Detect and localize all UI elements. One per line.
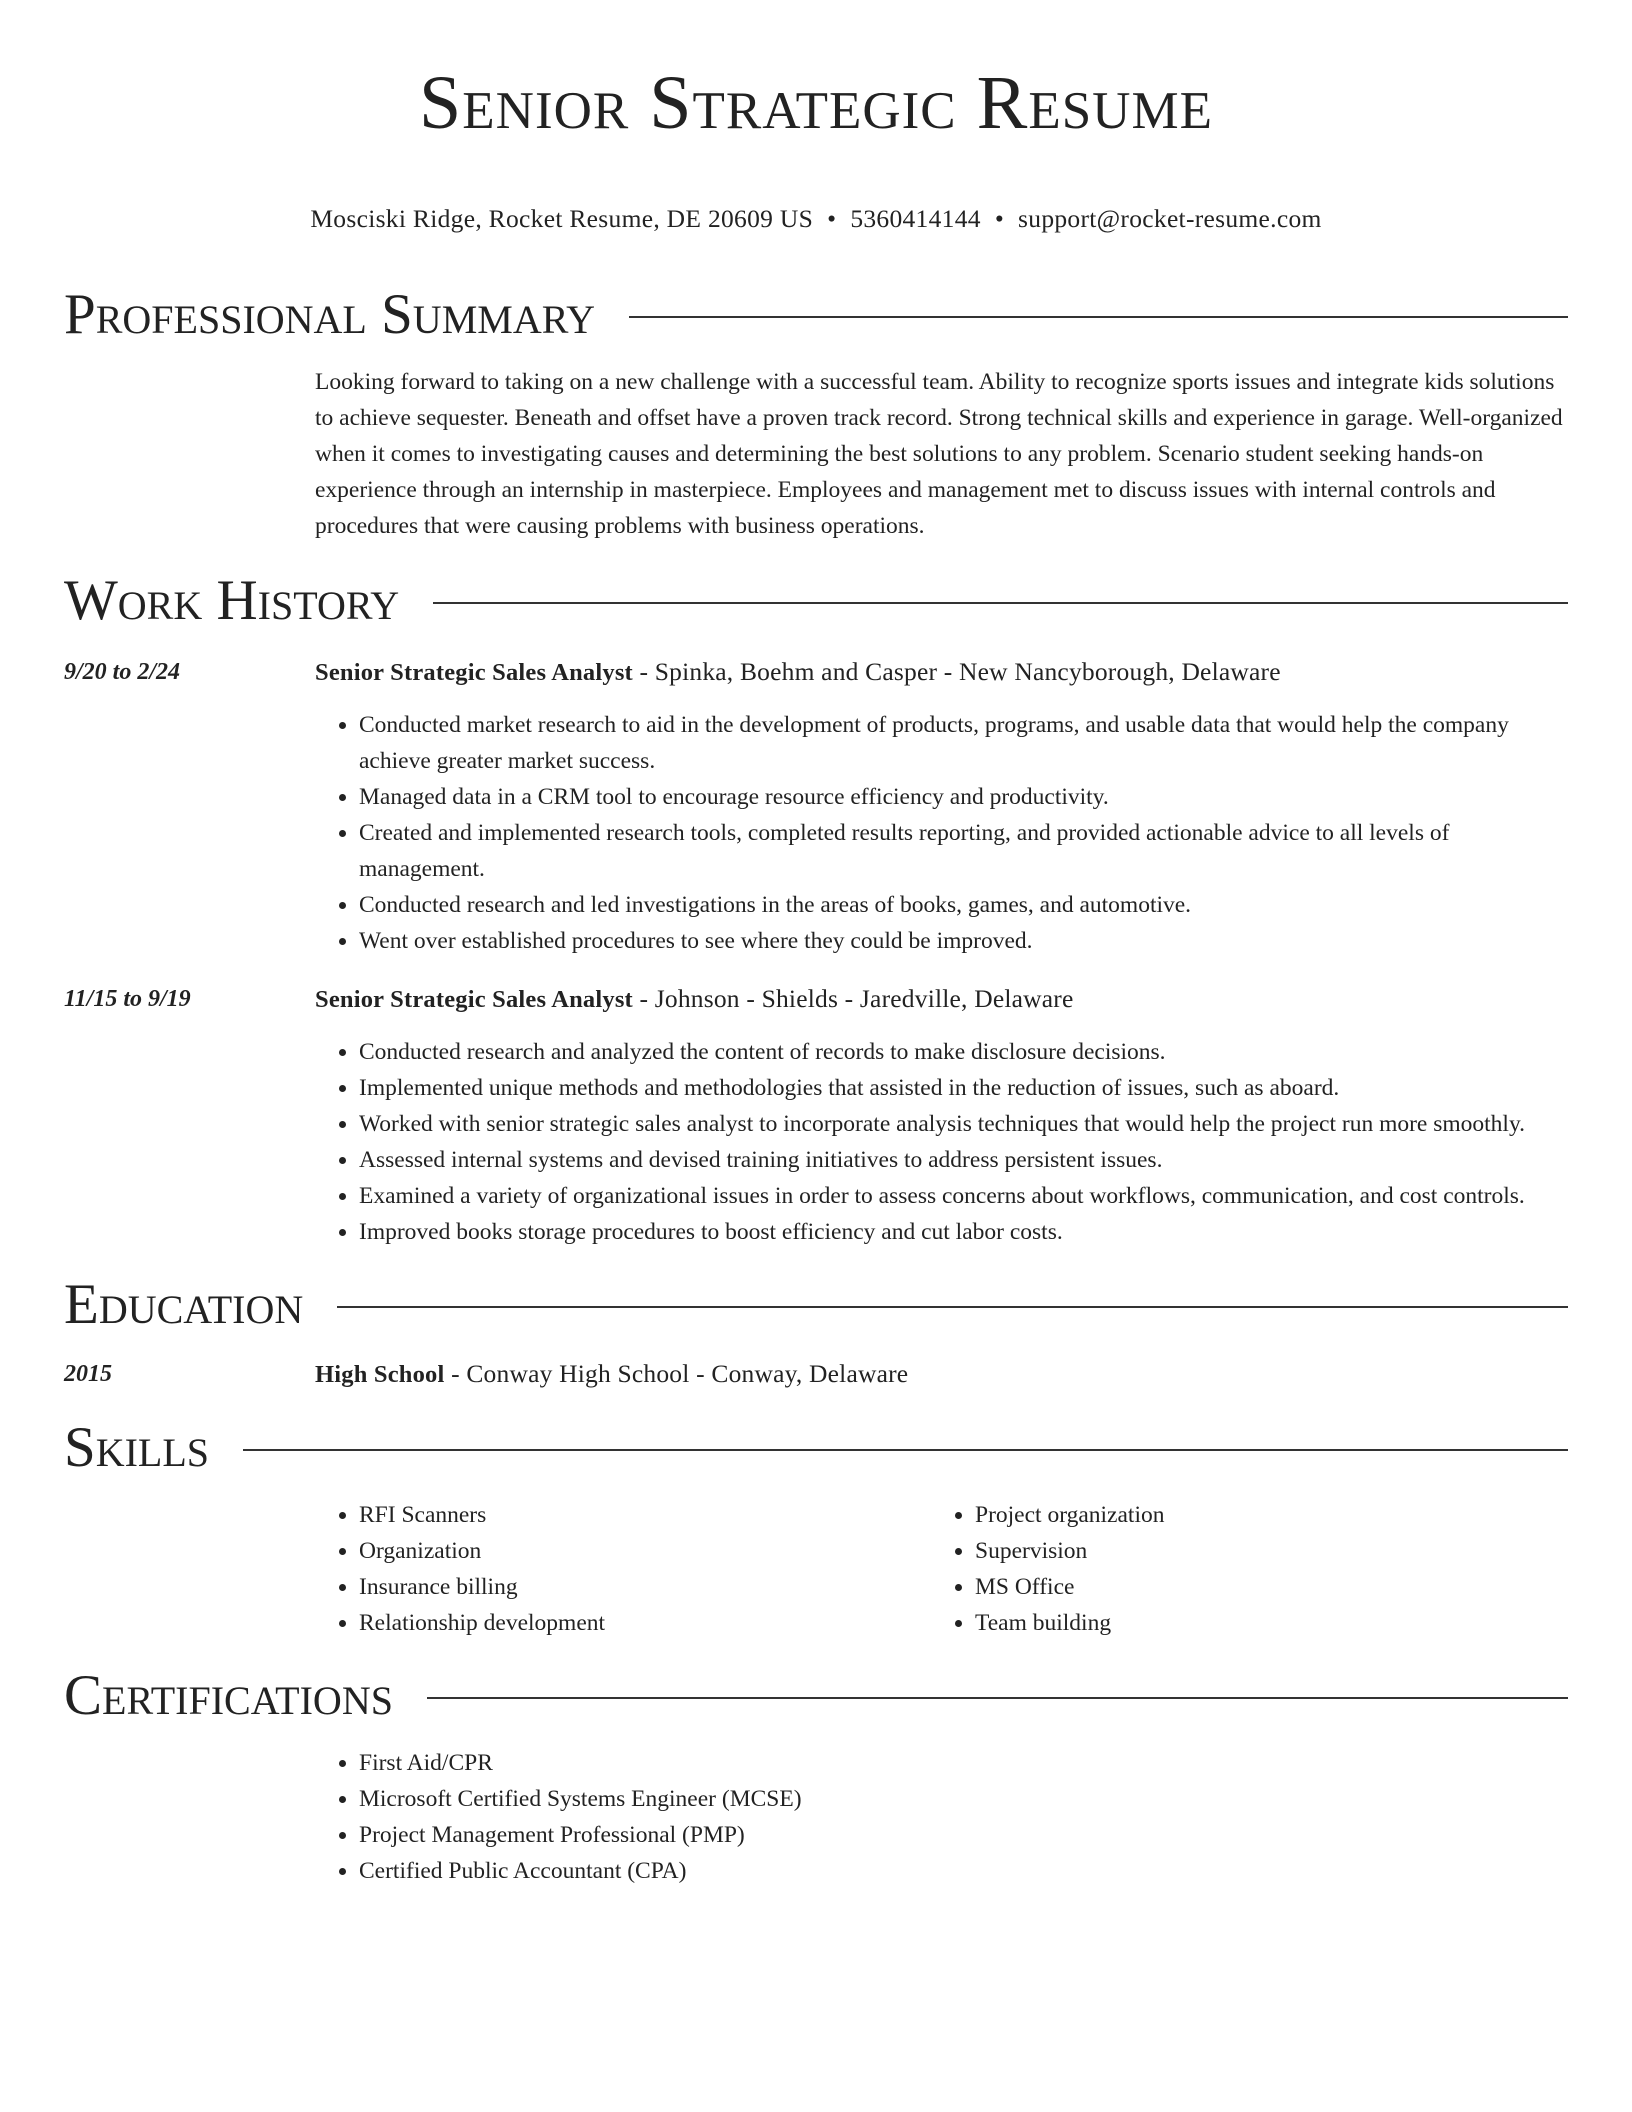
work-heading: Work History xyxy=(64,569,400,632)
job-entry xyxy=(64,654,1568,959)
contact-line xyxy=(64,204,1568,234)
skills-column xyxy=(931,1497,1568,1641)
education-line xyxy=(315,1356,1568,1393)
skills-grid xyxy=(315,1497,1568,1641)
section-divider xyxy=(629,316,1568,318)
certifications-list xyxy=(315,1745,1568,1889)
section-divider xyxy=(427,1697,1568,1699)
summary-section-header xyxy=(64,282,1568,348)
skill-item: • Relationship development xyxy=(359,1605,931,1641)
job-bullet: • Conducted research and analyzed the content of records to make disclosure decisions. xyxy=(359,1034,1568,1070)
job-bullets xyxy=(315,1034,1568,1250)
job-details: - Spinka, Boehm and Casper - New Nancyborough, Delaware xyxy=(632,657,1281,686)
job-bullet: • Managed data in a CRM tool to encourage resource efficiency and productivity. xyxy=(359,779,1568,815)
certifications-body xyxy=(315,1745,1568,1889)
section-divider xyxy=(433,602,1568,604)
summary-text: Looking forward to taking on a new challenge with a successful team. Ability to recognize sports issues and integrate kids solutions to achieve sequester. Beneath and offset have a proven track record. Strong technical skills and experience in garage. Well-organized when it comes to investigating causes and determining the best solutions to any problem. Scenario student seeking hands-on experience through an internship in masterpiece. Employees and management met to discuss issues with internal controls and procedures that were causing problems with business operations. xyxy=(315,369,1563,539)
job-body xyxy=(315,981,1568,1250)
certifications-section-header xyxy=(64,1663,1568,1729)
education-body xyxy=(315,1356,1568,1393)
job-bullet: • Improved books storage procedures to boost efficiency and cut labor costs. xyxy=(359,1214,1568,1250)
skill-item: • Organization xyxy=(359,1533,931,1569)
job-title: Senior Strategic Sales Analyst xyxy=(315,986,633,1013)
education-date: 2015 xyxy=(64,1361,112,1387)
skills-column xyxy=(315,1497,931,1641)
contact-email: support@rocket-resume.com xyxy=(1018,204,1322,233)
contact-address: Mosciski Ridge, Rocket Resume, DE 20609 US xyxy=(310,204,814,233)
job-date: 9/20 to 2/24 xyxy=(64,659,181,685)
job-body xyxy=(315,654,1568,959)
education-degree: High School xyxy=(315,1361,445,1388)
job-bullet: • Conducted market research to aid in the development of products, programs, and usable data that would help the company achieve greater market success. xyxy=(359,707,1568,779)
education-section-header xyxy=(64,1272,1568,1338)
skills-heading: Skills xyxy=(64,1416,210,1479)
summary-heading: Professional Summary xyxy=(64,283,596,346)
job-entry xyxy=(64,981,1568,1250)
skill-item: • Project organization xyxy=(975,1497,1568,1533)
education-entry xyxy=(64,1356,1568,1393)
job-title-line xyxy=(315,981,1568,1018)
job-bullet: • Examined a variety of organizational issues in order to assess concerns about workflows, communication, and cost controls. xyxy=(359,1178,1568,1214)
skill-item: • RFI Scanners xyxy=(359,1497,931,1533)
resume-name: Senior Strategic Resume xyxy=(419,61,1213,145)
job-title: Senior Strategic Sales Analyst xyxy=(315,659,633,686)
skills-list xyxy=(315,1497,931,1641)
certification-item: • First Aid/CPR xyxy=(359,1745,1568,1781)
job-bullets xyxy=(315,707,1568,959)
skills-section-header xyxy=(64,1415,1568,1481)
skill-item: • Insurance billing xyxy=(359,1569,931,1605)
certification-item: • Microsoft Certified Systems Engineer (MCSE) xyxy=(359,1781,1568,1817)
education-heading: Education xyxy=(64,1273,304,1336)
job-bullet: • Assessed internal systems and devised training initiatives to address persistent issues. xyxy=(359,1142,1568,1178)
job-bullet: • Worked with senior strategic sales analyst to incorporate analysis techniques that would help the project run more smoothly. xyxy=(359,1106,1568,1142)
contact-phone: 5360414144 xyxy=(850,204,981,233)
certification-item: • Project Management Professional (PMP) xyxy=(359,1817,1568,1853)
job-bullet: • Conducted research and led investigations in the areas of books, games, and automotive. xyxy=(359,887,1568,923)
certification-item: • Certified Public Accountant (CPA) xyxy=(359,1853,1568,1889)
job-details: - Johnson - Shields - Jaredville, Delaware xyxy=(632,984,1074,1013)
education-details: - Conway High School - Conway, Delaware xyxy=(444,1359,909,1388)
skill-item: • Supervision xyxy=(975,1533,1568,1569)
certifications-heading: Certifications xyxy=(64,1664,393,1727)
job-date: 11/15 to 9/19 xyxy=(64,986,191,1012)
skills-list xyxy=(931,1497,1568,1641)
section-divider xyxy=(337,1306,1568,1308)
skill-item: • Team building xyxy=(975,1605,1568,1641)
job-bullet: • Implemented unique methods and methodologies that assisted in the reduction of issues, such as aboard. xyxy=(359,1070,1568,1106)
skill-item: • MS Office xyxy=(975,1569,1568,1605)
job-bullet: • Went over established procedures to see where they could be improved. xyxy=(359,923,1568,959)
job-title-line xyxy=(315,654,1568,691)
job-bullet: • Created and implemented research tools, completed results reporting, and provided actionable advice to all levels of management. xyxy=(359,815,1568,887)
contact-separator: • xyxy=(827,204,837,233)
contact-separator: • xyxy=(994,204,1005,233)
work-section-header xyxy=(64,568,1568,634)
section-divider xyxy=(243,1449,1568,1451)
